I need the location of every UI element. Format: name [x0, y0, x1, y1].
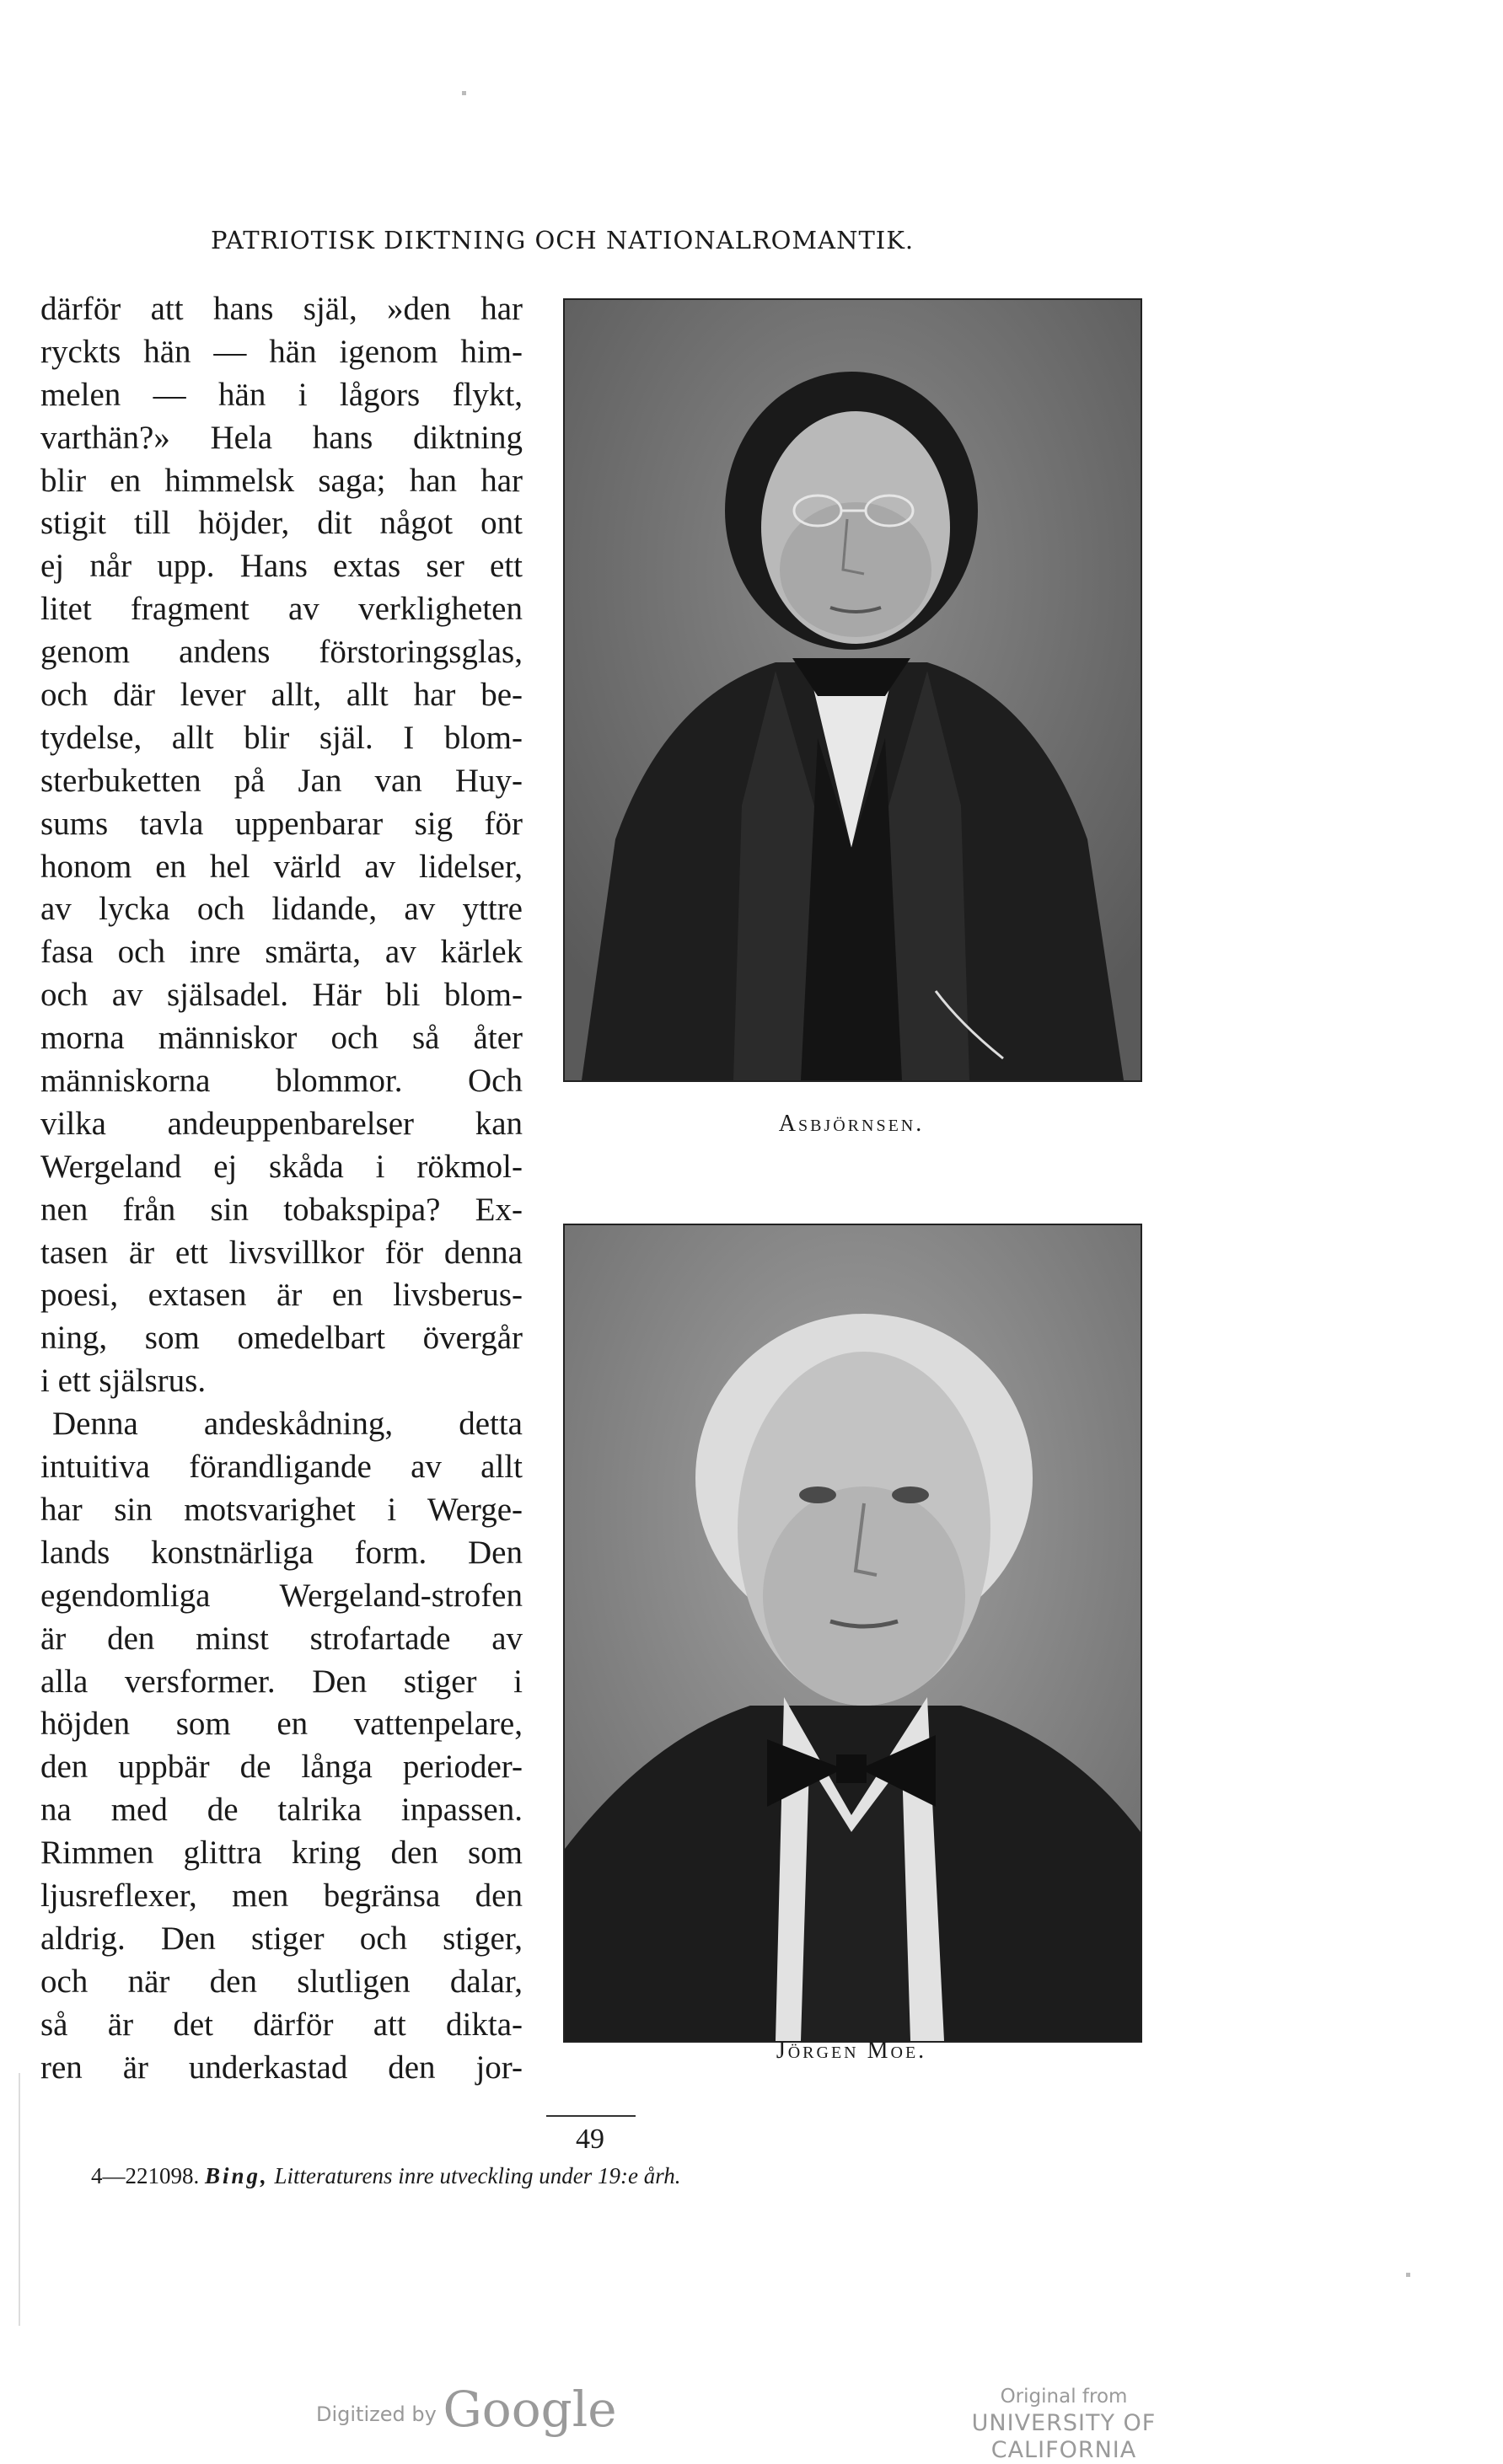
text-line: Rimmen glittra kring den som — [40, 1835, 523, 1872]
text-line: därför att hans själ, »den har — [40, 291, 523, 327]
text-line: aldrig. Den stiger och stiger, — [40, 1920, 523, 1957]
google-logo: Google — [443, 2381, 617, 2438]
text-line: Wergeland ej skåda i rökmol- — [40, 1148, 523, 1185]
portrait-jorgen-moe-image — [565, 1225, 1141, 2041]
text-line: nen från sin tobakspipa? Ex- — [40, 1191, 523, 1228]
scan-speck — [1406, 2273, 1410, 2277]
text-line: människorna blommor. Och — [40, 1063, 523, 1100]
text-line: och av själsadel. Här bli blom- — [40, 977, 523, 1014]
signature-number: 4—221098. — [91, 2163, 200, 2188]
text-line: den uppbär de långa perioder- — [40, 1749, 523, 1786]
original-from-label: Original from — [1000, 2386, 1128, 2408]
text-line: ljusreflexer, men begränsa den — [40, 1877, 523, 1914]
text-line: na med de talrika inpassen. — [40, 1792, 523, 1829]
text-line: melen — hän i lågors flykt, — [40, 376, 523, 413]
digitized-label: Digitized by — [316, 2402, 437, 2426]
institution-name: UNIVERSITY OF CALIFORNIA — [971, 2410, 1157, 2463]
text-line: sterbuketten på Jan van Huy- — [40, 762, 523, 799]
text-line: ning, som omedelbart övergår — [40, 1320, 523, 1357]
text-line: Denna andeskådning, detta — [52, 1406, 523, 1443]
text-line: morna människor och så åter — [40, 1020, 523, 1057]
scan-speck — [462, 91, 466, 95]
text-line: alla versformer. Den stiger i — [40, 1663, 523, 1700]
text-line: har sin motsvarighet i Werge- — [40, 1491, 523, 1528]
text-line: och när den slutligen dalar, — [40, 1963, 523, 2000]
scan-speck — [19, 2073, 20, 2326]
text-line: av lycka och lidande, av yttre — [40, 891, 523, 928]
text-line: är den minst strofartade av — [40, 1620, 523, 1657]
text-line: honom en hel värld av lidelser, — [40, 848, 523, 885]
text-line: egendomliga Wergeland-strofen — [40, 1577, 523, 1614]
text-line: så är det därför att dikta- — [40, 2006, 523, 2043]
text-line: poesi, extasen är en livsberus- — [40, 1277, 523, 1314]
text-line: ren är underkastad den jor- — [40, 2049, 523, 2086]
text-line: tasen är ett livsvillkor för denna — [40, 1234, 523, 1271]
text-line: genom andens förstoringsglas, — [40, 634, 523, 671]
text-line: intuitiva förandligande av allt — [40, 1449, 523, 1486]
text-line: i ett själsrus. — [40, 1363, 207, 1400]
digitized-by — [316, 2381, 617, 2438]
folio-rule — [546, 2115, 636, 2117]
text-line: vilka andeuppenbarelser kan — [40, 1105, 523, 1142]
text-line: ryckts hän — hän igenom him- — [40, 333, 523, 370]
signature-author: Bing, — [205, 2163, 269, 2188]
original-from — [912, 2383, 1216, 2464]
signature-title: Litteraturens inre utveckling under 19:e årh. — [274, 2163, 681, 2188]
caption-asbjornsen: Asbjörnsen. — [778, 1111, 925, 1137]
text-line: stigit till höjder, dit något ont — [40, 505, 523, 542]
text-line: höjden som en vattenpelare, — [40, 1706, 523, 1743]
portrait-asbjornsen — [563, 298, 1142, 1082]
text-line: litet fragment av verkligheten — [40, 591, 523, 628]
text-line: lands konstnärliga form. Den — [40, 1534, 523, 1571]
text-line: och där lever allt, allt har be- — [40, 677, 523, 714]
text-line: fasa och inre smärta, av kärlek — [40, 934, 523, 971]
portrait-asbjornsen-image — [565, 300, 1141, 1080]
body-text — [40, 288, 523, 2089]
caption-jorgen-moe: Jörgen Moe. — [776, 2038, 927, 2064]
text-line: varthän?» Hela hans diktning — [40, 419, 523, 456]
portrait-jorgen-moe — [563, 1224, 1142, 2043]
signature-line — [91, 2163, 934, 2189]
text-line: sums tavla uppenbarar sig för — [40, 805, 523, 842]
running-head: PATRIOTISK DIKTNING OCH NATIONALROMANTIK. — [211, 226, 915, 254]
text-line: tydelse, allt blir själ. I blom- — [40, 719, 523, 756]
text-line: blir en himmelsk saga; han har — [40, 462, 523, 499]
page-number: 49 — [576, 2124, 604, 2155]
text-line: ej når upp. Hans extas ser ett — [40, 548, 523, 585]
